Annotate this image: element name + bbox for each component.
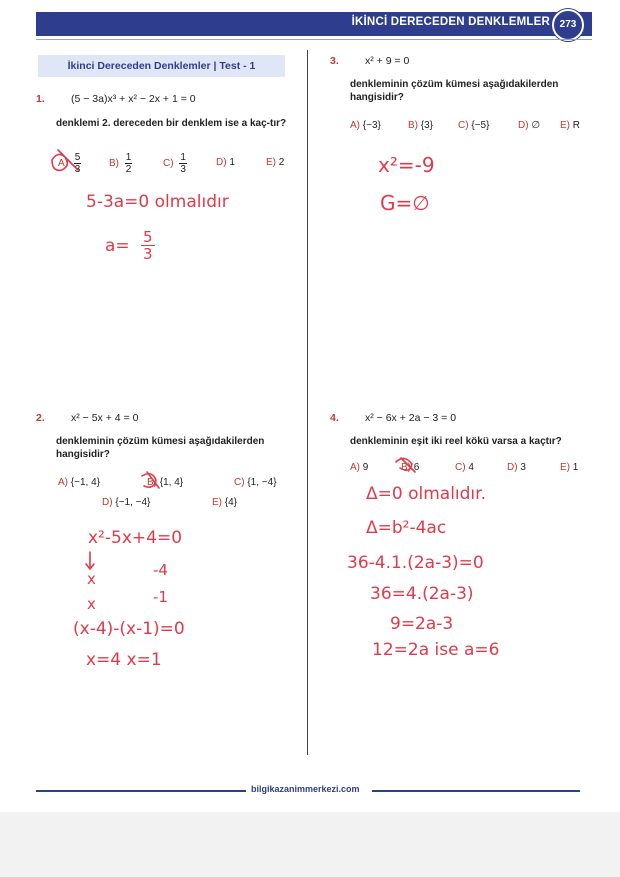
q2-handwriting-factor2: -1 xyxy=(153,588,168,606)
option-letter: E) xyxy=(560,120,570,131)
option-value: 4 xyxy=(468,462,474,473)
option-value: {−3} xyxy=(362,120,381,131)
q4-prompt: denkleminin eşit iki reel kökü varsa a kaçtır? xyxy=(350,436,562,447)
option-letter: E) xyxy=(560,462,570,473)
footer-rule-right xyxy=(372,790,580,792)
option-letter: B) xyxy=(401,462,411,473)
q2-handwriting-equation: x²-5x+4=0 xyxy=(88,528,183,548)
q2-prompt: denkleminin çözüm kümesi aşağıdakilerden hangisidir? xyxy=(56,436,265,460)
option-letter: C) xyxy=(163,158,174,170)
q2-answer-cross-mark xyxy=(142,472,159,488)
q1-equation: (5 − 3a)x³ + x² − 2x + 1 = 0 xyxy=(71,93,196,105)
q2-factoring-arrow xyxy=(86,552,94,569)
option-value: {1, 4} xyxy=(159,477,184,488)
q3-prompt: denkleminin çözüm kümesi aşağıdakilerden hangisidir? xyxy=(350,79,559,103)
option-value: 1 xyxy=(229,157,235,168)
option-value: {−5} xyxy=(471,120,490,131)
option-letter: A) xyxy=(58,477,68,488)
q4-handwriting-line1: Δ=0 olmalıdır. xyxy=(366,484,486,504)
q3-handwriting-line2: G=∅ xyxy=(380,191,430,215)
page-number-badge: 273 xyxy=(552,9,584,41)
option-letter: C) xyxy=(234,477,245,488)
q1-hand-numerator: 5 xyxy=(143,228,153,246)
option-value: 2 xyxy=(278,157,285,168)
option-letter: B) xyxy=(147,477,157,488)
q2-equation: x² − 5x + 4 = 0 xyxy=(71,412,139,424)
q4-handwriting-line3: 36-4.1.(2a-3)=0 xyxy=(347,553,484,573)
q2-handwriting-factor1: -4 xyxy=(153,561,168,579)
chapter-title: İKİNCİ DERECEDEN DENKLEMLER xyxy=(351,16,550,28)
q1-handwriting-a: a= xyxy=(105,236,130,256)
option-value: {4} xyxy=(224,497,238,508)
denominator: 2 xyxy=(125,164,132,175)
option-letter: E) xyxy=(212,497,222,508)
option-letter: B) xyxy=(109,158,119,170)
option-letter: D) xyxy=(216,157,227,168)
footer-website: bilgikazanimmerkezi.com xyxy=(251,784,360,794)
q4-handwriting-line2: Δ=b²-4ac xyxy=(366,518,447,538)
option-letter: D) xyxy=(507,462,518,473)
option-letter: D) xyxy=(518,120,529,131)
q2-handwriting-roots: x=4 x=1 xyxy=(86,650,162,670)
q4-answer-cross-mark xyxy=(396,458,415,472)
option-value: 1 xyxy=(572,462,579,473)
q4-handwriting-line5: 9=2a-3 xyxy=(390,614,454,634)
q2-handwriting-x2: x xyxy=(87,595,96,613)
option-letter: C) xyxy=(455,462,466,473)
q1-prompt: denklemi 2. dereceden bir denklem ise a kaç-tır? xyxy=(56,118,287,129)
q4-handwriting-line6: 12=2a ise a=6 xyxy=(372,640,500,660)
option-letter: A) xyxy=(350,120,360,131)
q4-number: 4. xyxy=(330,412,339,424)
option-value: {1, −4} xyxy=(247,477,277,488)
option-value: {−1, 4} xyxy=(70,477,100,488)
q2-number: 2. xyxy=(36,412,45,424)
option-value: {3} xyxy=(420,120,434,131)
q1-number: 1. xyxy=(36,93,45,105)
q4-equation: x² − 6x + 2a − 3 = 0 xyxy=(365,412,457,424)
q1-hand-denominator: 3 xyxy=(143,245,153,263)
q4-handwriting-line4: 36=4.(2a-3) xyxy=(370,584,474,604)
q1-answer-circle-mark xyxy=(52,150,78,170)
denominator: 3 xyxy=(74,164,81,175)
option-value: ∅ xyxy=(531,120,541,131)
option-letter: B) xyxy=(408,120,418,131)
numerator: 5 xyxy=(74,152,81,163)
option-letter: D) xyxy=(102,497,113,508)
q3-handwriting-line1: x²=-9 xyxy=(378,153,435,177)
option-value: {−1, −4} xyxy=(115,497,151,508)
option-letter: A) xyxy=(350,462,360,473)
q3-number: 3. xyxy=(330,55,339,67)
option-value: 6 xyxy=(413,462,420,473)
numerator: 1 xyxy=(125,152,132,163)
option-value: 3 xyxy=(520,462,526,473)
option-letter: C) xyxy=(458,120,469,131)
q1-handwriting-line1: 5-3a=0 olmalıdır xyxy=(86,192,229,212)
test-title: İkinci Dereceden Denklemler | Test - 1 xyxy=(38,55,285,77)
q3-equation: x² + 9 = 0 xyxy=(365,55,410,67)
denominator: 3 xyxy=(180,164,186,175)
q2-handwriting-factored: (x-4)-(x-1)=0 xyxy=(73,619,185,639)
numerator: 1 xyxy=(180,152,186,163)
option-letter: A) xyxy=(58,158,68,170)
option-letter: E) xyxy=(266,157,276,168)
q2-handwriting-x1: x xyxy=(87,570,96,588)
option-value: R xyxy=(572,120,581,131)
option-value: 9 xyxy=(362,462,369,473)
footer-rule-left xyxy=(36,790,246,792)
